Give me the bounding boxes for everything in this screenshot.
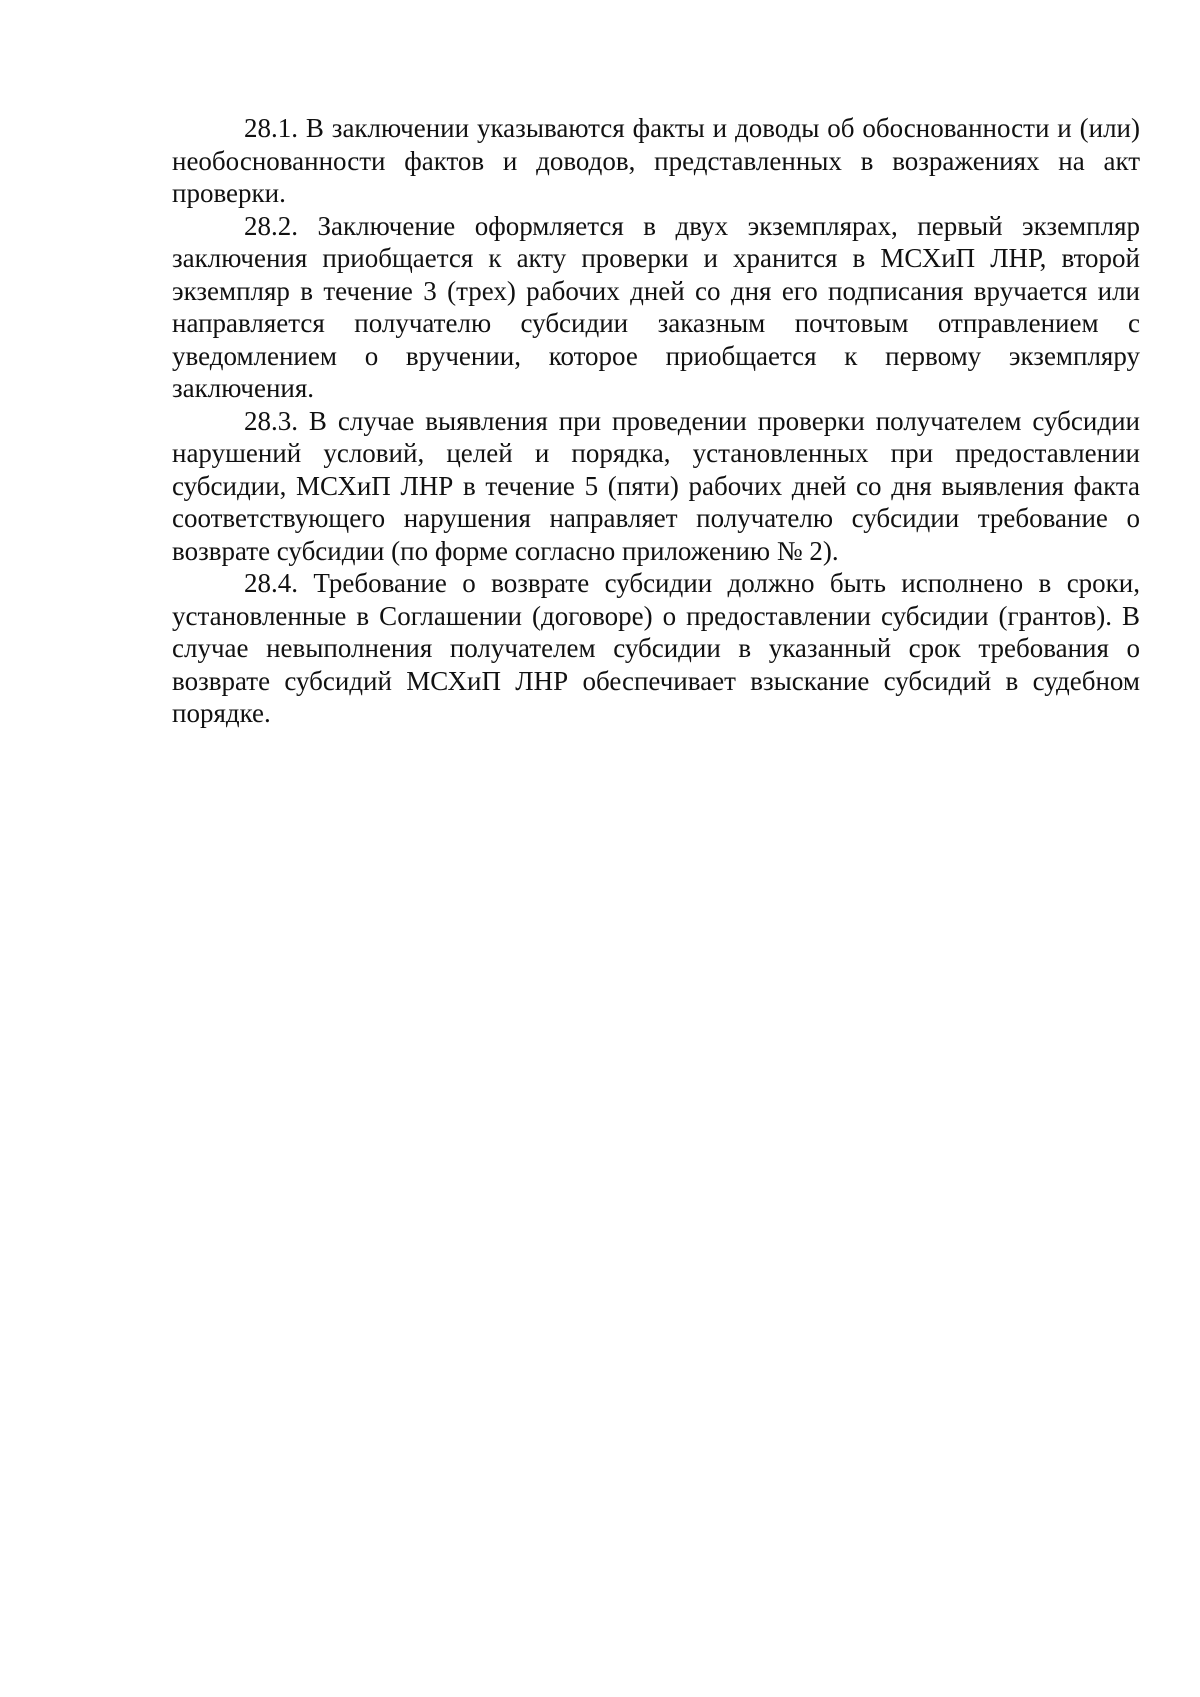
paragraph-28-2: 28.2. Заключение оформляется в двух экземплярах, первый экземпляр заключения приобщается к акту проверки и хранится в МСХиП ЛНР, второй экземпляр в течение 3 (трех) рабочих дней со дня его подписания вручается или направляется получателю субсидии заказным почтовым отправлением с уведомлением о вручении, которое приобщается к первому экземпляру заключения. [172,210,1140,403]
paragraph-28-1: 28.1. В заключении указываются факты и доводы об обоснованности и (или) необоснованности фактов и доводов, представленных в возражениях на акт проверки. [172,113,1140,208]
paragraph-28-3: 28.3. В случае выявления при проведении проверки получателем субсидии нарушений условий, целей и порядка, установленных при предоставлении субсидии, МСХиП ЛНР в течение 5 (пяти) рабочих дней со дня выявления факта соответствующего нарушения направляет получателю субсидии требование о возврате субсидии (по форме согласно приложению № 2). [172,405,1140,566]
document-body [172,112,1140,730]
paragraph-28-4: 28.4. Требование о возврате субсидии должно быть исполнено в сроки, установленные в Соглашении (договоре) о предоставлении субсидии (грантов). В случае невыполнения получателем субсидии в указанный срок требования о возврате субсидий МСХиП ЛНР обеспечивает взыскание субсидий в судебном порядке. [172,568,1140,728]
